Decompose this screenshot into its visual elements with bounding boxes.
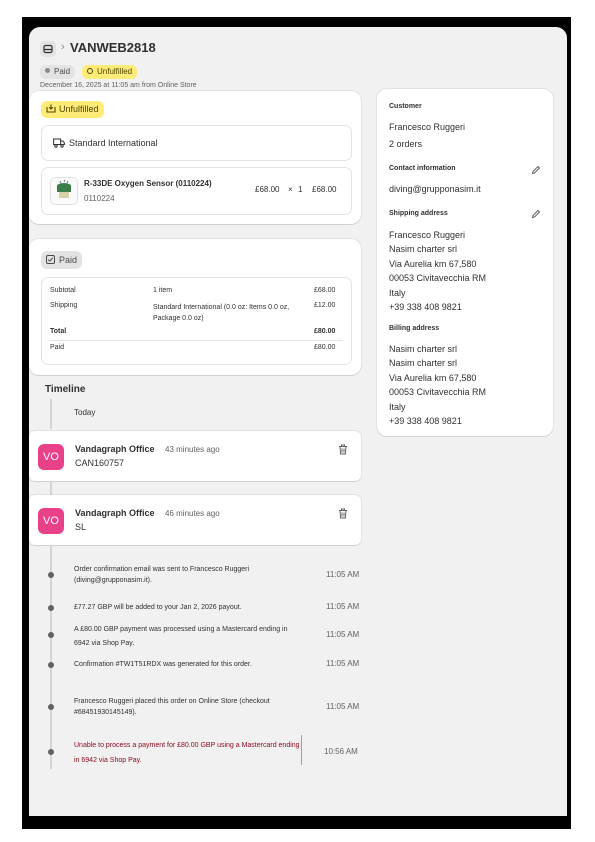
billing-address-line: Italy (389, 401, 406, 412)
status-badge-paid: Paid (40, 65, 75, 79)
timeline-event-dot (48, 632, 54, 638)
comment-time: 43 minutes ago (165, 445, 220, 454)
shipping-method-box (41, 125, 352, 161)
shipping-address-heading: Shipping address (389, 210, 448, 217)
timeline-event-dot (48, 704, 54, 710)
product-sku: 0110224 (84, 194, 115, 203)
timeline-event-text: £77.27 GBP will be added to your Jan 2, 2026 payout. (74, 604, 242, 611)
timeline-event-dot (48, 572, 54, 578)
paid-label: Paid (50, 344, 65, 351)
timeline-event-time: 11:05 AM (326, 630, 360, 639)
edit-pencil-icon[interactable] (531, 165, 541, 175)
contact-email-link[interactable]: diving@grupponasim.it (389, 184, 481, 194)
timeline-event-text: Order confirmation email was sent to Francesco Ruggeri (diving@grupponasim.it). (74, 566, 250, 584)
unfulfilled-ring-icon (87, 68, 93, 74)
timeline-line-mid (50, 481, 52, 495)
timeline-event-dot (48, 662, 54, 668)
timeline-event-time: 10:56 AM (324, 747, 358, 756)
shipping-value: £12.00 (314, 302, 336, 309)
edit-pencil-icon[interactable] (531, 209, 541, 219)
paid-value: £80.00 (314, 344, 336, 351)
total-value: £80.00 (314, 328, 336, 335)
payment-summary-box (41, 277, 352, 365)
paid-dot-icon (45, 68, 50, 73)
customer-card (377, 89, 553, 436)
customer-heading: Customer (389, 103, 422, 110)
timeline-today: Today (74, 408, 96, 417)
truck-icon (53, 138, 65, 148)
timeline-event-time: 11:05 AM (326, 602, 360, 611)
timeline-event-text: Francesco Ruggeri placed this order on Online Store (checkout #68451930145149). (74, 698, 270, 716)
comment-author: Vandagraph Office (75, 444, 155, 454)
comment-card (29, 431, 361, 481)
unfulfilled-status-badge: Unfulfilled (41, 101, 104, 118)
contact-heading: Contact information (389, 165, 456, 172)
timeline-line-top (50, 399, 52, 429)
product-quantity: 1 (298, 185, 303, 194)
shipping-address-line: Francesco Ruggeri (389, 230, 466, 240)
billing-address-line: Nasim charter srl (389, 344, 458, 354)
shipping-method-label: Standard International (69, 138, 158, 148)
unfulfilled-box-icon (46, 104, 56, 113)
timeline-event-time: 11:05 AM (326, 702, 360, 711)
timeline-event-dot (48, 605, 54, 611)
billing-address-line: Nasim charter srl (389, 358, 458, 369)
shipping-address-line: 00053 Civitavecchia RM (389, 273, 487, 284)
paid-status-badge: Paid (41, 251, 82, 269)
subtotal-label: Subtotal (50, 287, 76, 294)
status-badge-unfulfilled: Unfulfilled (82, 65, 137, 79)
timeline-event-error-text: Unable to process a payment for £80.00 GBP using a Mastercard ending in 6942 via Shop Pay. (74, 742, 300, 764)
customer-orders-link[interactable]: 2 orders (389, 139, 423, 149)
comment-card (29, 495, 361, 545)
shipping-address (389, 228, 486, 314)
shipping-address-line: +39 338 408 9821 (389, 302, 462, 313)
product-total: £68.00 (312, 185, 337, 194)
customer-name-link[interactable]: Francesco Ruggeri (389, 122, 466, 132)
shipping-address-line: Via Aurelia km 67,580 (389, 258, 477, 269)
summary-divider (50, 340, 343, 341)
subtotal-value: £68.00 (314, 287, 336, 294)
billing-address-line: +39 338 408 9821 (389, 416, 462, 427)
product-price: £68.00 (255, 185, 280, 194)
line-item-box (41, 167, 352, 215)
billing-address-heading: Billing address (389, 325, 440, 332)
timeline-title: Timeline (45, 384, 86, 395)
page-title: VANWEB2818 (70, 40, 156, 55)
product-thumbnail[interactable] (50, 177, 78, 205)
order-subtitle: December 16, 2025 at 11:05 am from Online Store (40, 82, 197, 89)
comment-author: Vandagraph Office (75, 508, 155, 518)
avatar: VO (38, 508, 64, 534)
comment-text: SL (75, 522, 87, 532)
shipping-desc: Standard International (0.0 oz: Items 0.0 oz, Package 0.0 oz) (153, 304, 290, 322)
shipping-label: Shipping (50, 302, 78, 309)
error-marker (301, 735, 302, 765)
product-name-link[interactable]: R-33DE Oxygen Sensor (0110224) (84, 179, 212, 188)
delete-trash-icon[interactable] (338, 444, 348, 455)
shipping-address-line: Italy (389, 287, 406, 298)
comment-text: CAN160757 (75, 458, 125, 468)
timeline-event-text: A £80.00 GBP payment was processed using a Mastercard ending in 6942 via Shop Pay. (74, 626, 288, 647)
subtotal-desc: 1 item (153, 287, 173, 294)
comment-time: 46 minutes ago (165, 509, 220, 518)
paid-check-icon (46, 255, 55, 264)
timeline-event-dot (48, 749, 54, 755)
orders-icon[interactable] (40, 41, 56, 57)
billing-address (389, 342, 486, 428)
timeline-event-text: Confirmation #TW1T51RDX was generated for this order. (74, 661, 252, 668)
delete-trash-icon[interactable] (338, 508, 348, 519)
timeline-event-time: 11:05 AM (326, 659, 360, 668)
billing-address-line: 00053 Civitavecchia RM (389, 387, 487, 398)
shipping-address-line: Nasim charter srl (389, 244, 458, 255)
fulfillment-card (29, 91, 361, 224)
total-label: Total (50, 328, 67, 335)
timeline-event-time: 11:05 AM (326, 570, 360, 579)
billing-address-line: Via Aurelia km 67,580 (389, 372, 477, 383)
breadcrumb-chevron-icon: › (61, 41, 65, 53)
avatar: VO (38, 444, 64, 470)
timeline-line-bottom (50, 545, 52, 769)
order-page (29, 27, 567, 816)
payment-card (29, 239, 361, 375)
product-times: × (288, 185, 293, 194)
